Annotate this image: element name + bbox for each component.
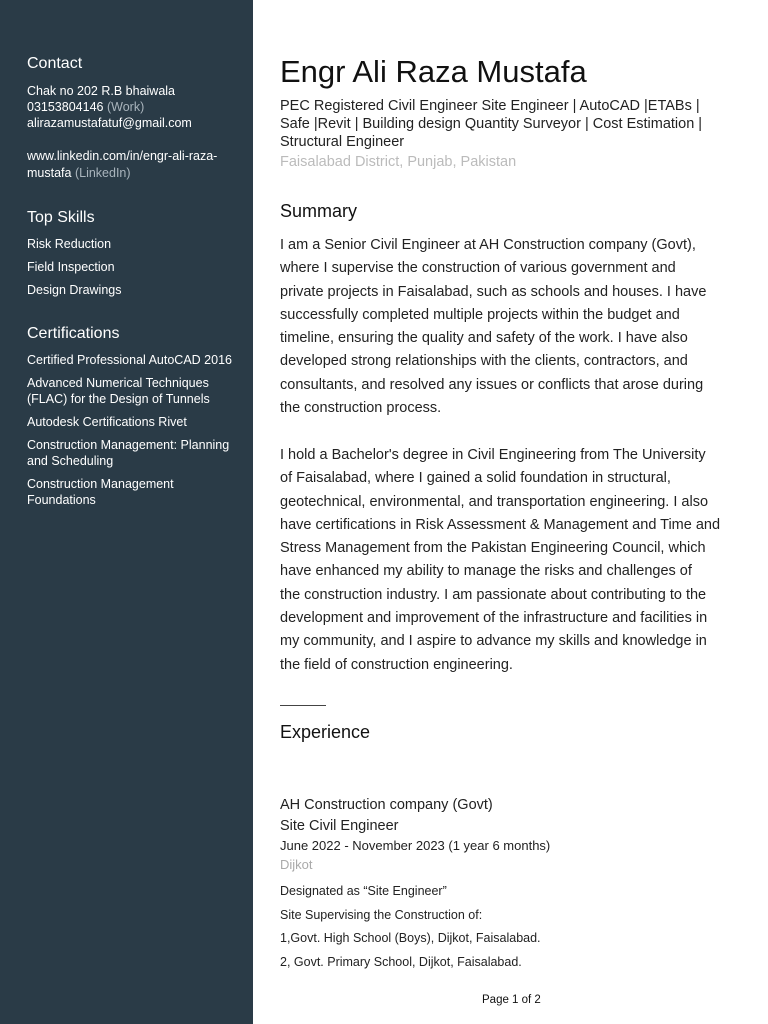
- summary-line: my community, and I aspire to advance my skills and knowledge in: [280, 633, 707, 650]
- certification-item: Construction Management: Planning: [27, 438, 230, 452]
- phone-label: (Work): [106, 100, 145, 114]
- experience-description-line: Site Supervising the Construction of:: [280, 908, 483, 922]
- skills-heading: Top Skills: [27, 209, 95, 226]
- certification-item: Certified Professional AutoCAD 2016: [27, 353, 232, 367]
- summary-line: the construction industry. I am passionate about contributing to the: [280, 586, 707, 603]
- linkedin-slug[interactable]: mustafa: [27, 166, 72, 180]
- headline-line: Structural Engineer: [280, 134, 405, 150]
- experience-description-line: 2, Govt. Primary School, Dijkot, Faisalabad.: [280, 955, 522, 969]
- main-content: [253, 0, 768, 1024]
- profile-name: Engr Ali Raza Mustafa: [280, 54, 587, 89]
- skill-item: Field Inspection: [27, 260, 115, 274]
- experience-title: Site Civil Engineer: [280, 818, 399, 834]
- summary-line: have certifications in Risk Assessment & Management and Time and: [280, 516, 721, 533]
- contact-linkedin-line1[interactable]: www.linkedin.com/in/engr-ali-raza-: [27, 149, 218, 163]
- experience-dates: June 2022 - November 2023 (1 year 6 months): [280, 838, 551, 853]
- certification-item-cont: (FLAC) for the Design of Tunnels: [27, 392, 210, 406]
- sidebar: [0, 0, 253, 1024]
- linkedin-label: (LinkedIn): [74, 166, 131, 180]
- certification-item: Advanced Numerical Techniques: [27, 376, 209, 390]
- experience-company: AH Construction company (Govt): [280, 797, 493, 813]
- summary-line: have enhanced my ability to manage the risks and challenges of: [280, 563, 692, 580]
- contact-email[interactable]: alirazamustafatuf@gmail.com: [27, 116, 192, 130]
- summary-paragraph-1: [280, 234, 742, 420]
- certification-item-cont: and Scheduling: [27, 454, 114, 468]
- certifications-heading: Certifications: [27, 325, 120, 342]
- summary-line: geotechnical, environmental, and transportation engineering. I also: [280, 493, 709, 510]
- profile-location: Faisalabad District, Punjab, Pakistan: [280, 154, 517, 170]
- contact-heading: Contact: [27, 55, 83, 72]
- profile-headline: [280, 97, 730, 151]
- contact-phone: [27, 99, 247, 115]
- contact-address: Chak no 202 R.B bhaiwala: [27, 84, 176, 98]
- contact-linkedin-line2[interactable]: [27, 165, 247, 181]
- summary-line: I hold a Bachelor's degree in Civil Engineering from The University: [280, 447, 706, 463]
- summary-line: timeline, ensuring the quality and safety of the work. I have also: [280, 330, 688, 347]
- phone-number[interactable]: 03153804146: [27, 100, 104, 114]
- skill-item: Design Drawings: [27, 283, 122, 297]
- summary-line: private projects in Faisalabad, such as schools and houses. I have: [280, 283, 707, 300]
- headline-line: PEC Registered Civil Engineer Site Engineer | AutoCAD |ETABs |: [280, 98, 700, 114]
- skill-item: Risk Reduction: [27, 237, 112, 251]
- summary-line: where I supervise the construction of various government and: [280, 260, 676, 277]
- summary-line: development and improvement of the infrastructure and facilities in: [280, 610, 708, 627]
- section-divider: [280, 705, 326, 706]
- certification-item-cont: Foundations: [27, 493, 96, 507]
- certification-item: Construction Management: [27, 477, 174, 491]
- summary-line: I am a Senior Civil Engineer at AH Construction company (Govt),: [280, 237, 696, 253]
- summary-line: successfully completed multiple projects within the budget and: [280, 306, 680, 323]
- experience-location: Dijkot: [280, 857, 313, 872]
- summary-line: of Faisalabad, where I gained a solid foundation in structural,: [280, 470, 671, 487]
- experience-heading: Experience: [280, 722, 371, 742]
- summary-heading: Summary: [280, 201, 358, 221]
- experience-description-line: Designated as “Site Engineer”: [280, 884, 447, 898]
- summary-line: consultants, and resolved any issues or conflicts that arose during: [280, 376, 704, 393]
- experience-description-line: 1,Govt. High School (Boys), Dijkot, Faisalabad.: [280, 931, 541, 945]
- summary-line: the field of construction engineering.: [280, 656, 513, 673]
- summary-line: Stress Management from the Pakistan Engineering Council, which: [280, 540, 706, 557]
- summary-paragraph-2: [280, 444, 742, 677]
- page-number: Page 1 of 2: [482, 994, 541, 1006]
- headline-line: Safe |Revit | Building design Quantity Surveyor | Cost Estimation |: [280, 116, 703, 132]
- summary-line: the construction process.: [280, 400, 442, 417]
- summary-line: developed strong relationships with the clients, contractors, and: [280, 353, 688, 370]
- certification-item: Autodesk Certifications Rivet: [27, 415, 187, 429]
